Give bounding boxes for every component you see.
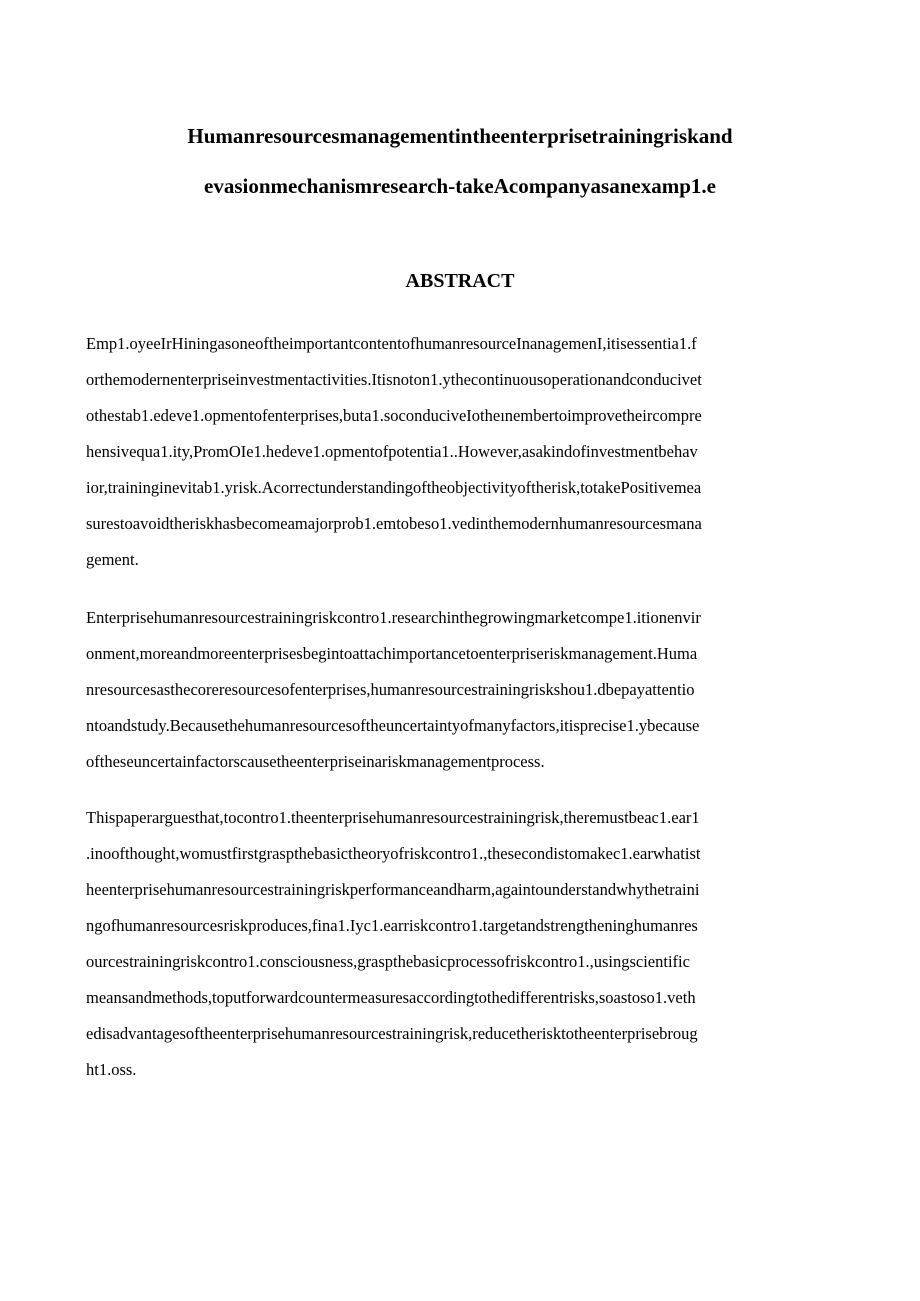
paper-title-line-2: evasionmechanismresearch-takeAcompanyasanexamp1.e xyxy=(204,174,716,198)
paragraph-line: Enterprisehumanresourcestrainingriskcontro1.researchinthegrowingmarketcompe1.itionenvir xyxy=(86,608,701,627)
paragraph-line: heenterprisehumanresourcestrainingriskperformanceandharm,againtounderstandwhythetraini xyxy=(86,880,700,899)
paragraph-line: oftheseuncertainfactorscausetheenterpriseinariskmanagementprocess. xyxy=(86,752,545,771)
paragraph-line: edisadvantagesoftheenterprisehumanresourcestrainingrisk,reducetherisktotheenterprisebroug xyxy=(86,1024,698,1043)
paragraph-line: othestab1.edeve1.opmentofenterprises,buta1.soconduciveIotheınembertoimprovetheircompre xyxy=(86,406,702,425)
abstract-heading: ABSTRACT xyxy=(405,270,515,292)
paragraph-line: surestoavoidtheriskhasbecomeamajorprob1.emtobeso1.vedinthemodernhumanresourcesmana xyxy=(86,514,702,533)
paragraph-line: meansandmethods,toputforwardcountermeasuresaccordingtothedifferentrisks,soastoso1.veth xyxy=(86,988,696,1007)
paper-title-line-1: Humanresourcesmanagementintheenterprisetrainingriskand xyxy=(187,124,733,148)
paragraph-line: orthemodernenterpriseinvestmentactivities.Itisnoton1.ythecontinuousoperationandconducivet xyxy=(86,370,702,389)
paragraph-line: Emp1.oyeeIrHiningasoneoftheimportantcontentofhumanresourceInanagemenI,itisessentia1.f xyxy=(86,334,697,353)
paragraph-line: ngofhumanresourcesriskproduces,fina1.Iyc1.earriskcontro1.targetandstrengtheninghumanres xyxy=(86,916,698,935)
paragraph-line: Thispaperarguesthat,tocontro1.theenterprisehumanresourcestrainingrisk,theremustbeac1.ear1 xyxy=(86,808,700,827)
paragraph-line: ior,traininginevitab1.yrisk.Acorrectunderstandingoftheobjectivityoftherisk,totakePositivemea xyxy=(86,478,702,497)
paragraph-line: onment,moreandmoreenterprisesbegintoattachimportancetoenterpriseriskmanagement.Huma xyxy=(86,644,698,663)
paragraph-line: hensivequa1.ity,PromOIe1.hedeve1.opmentofpotentia1..However,asakindofinvestmentbehav xyxy=(86,442,698,461)
paragraph-line: ourcestrainingriskcontro1.consciousness,graspthebasicprocessofriskcontro1.,usingscientific xyxy=(86,952,690,971)
abstract-paragraph-1 xyxy=(86,326,846,578)
paragraph-line: gement. xyxy=(86,550,139,569)
paragraph-line: nresourcesasthecoreresourcesofenterprises,humanresourcestrainingriskshou1.dbepayattentio xyxy=(86,680,695,699)
abstract-paragraph-3 xyxy=(86,800,846,1088)
paragraph-line: ht1.oss. xyxy=(86,1060,137,1079)
abstract-paragraph-2 xyxy=(86,600,846,780)
paragraph-line: ntoandstudy.Becausethehumanresourcesoftheuncertaintyofmanyfactors,itisprecise1.ybecause xyxy=(86,716,700,735)
paragraph-line: .inoofthought,womustfirstgraspthebasictheoryofriskcontro1.,thesecondistomakec1.earwhatist xyxy=(86,844,701,863)
